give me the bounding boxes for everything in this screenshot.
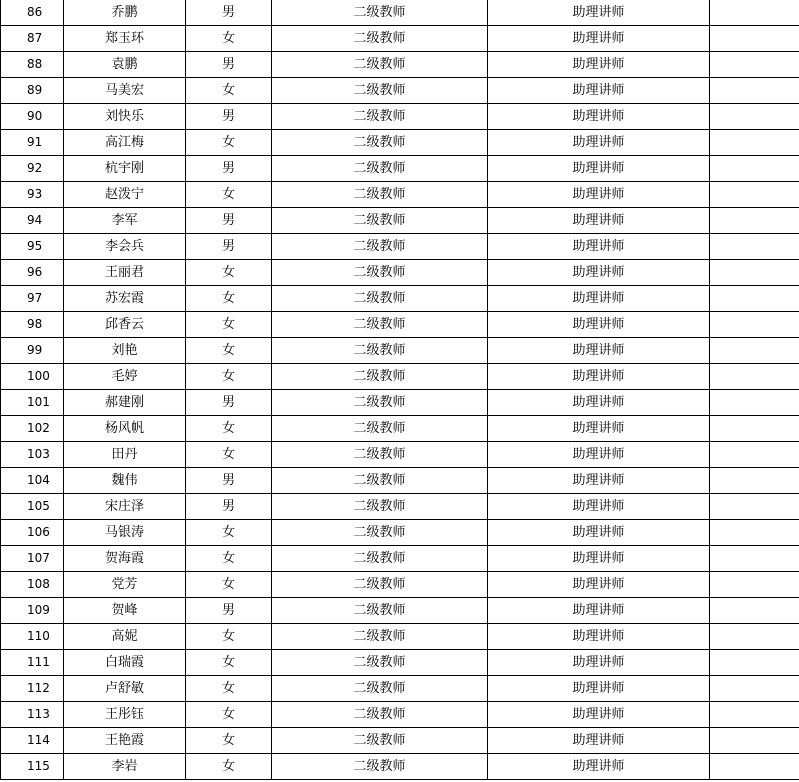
table-row <box>1 52 799 78</box>
teacher-level-cell: 二级教师 <box>272 0 488 26</box>
gender-cell: 女 <box>186 624 272 650</box>
table-row <box>1 390 799 416</box>
row-number-cell: 90 <box>1 104 64 130</box>
row-number-cell: 89 <box>1 78 64 104</box>
teacher-level-cell: 二级教师 <box>272 416 488 442</box>
gender-cell: 女 <box>186 546 272 572</box>
teacher-level-cell: 二级教师 <box>272 572 488 598</box>
table-row <box>1 520 799 546</box>
table-row <box>1 130 799 156</box>
remarks-cell <box>710 260 799 286</box>
gender-cell: 男 <box>186 234 272 260</box>
teacher-level-cell: 二级教师 <box>272 468 488 494</box>
professional-title-cell: 助理讲师 <box>488 572 710 598</box>
remarks-cell <box>710 572 799 598</box>
row-number-cell: 91 <box>1 130 64 156</box>
table-row <box>1 728 799 754</box>
row-number-cell: 110 <box>1 624 64 650</box>
name-cell: 赵泼宁 <box>64 182 186 208</box>
remarks-cell <box>710 208 799 234</box>
remarks-cell <box>710 468 799 494</box>
gender-cell: 女 <box>186 260 272 286</box>
name-cell: 王丽君 <box>64 260 186 286</box>
teacher-level-cell: 二级教师 <box>272 754 488 780</box>
gender-cell: 女 <box>186 78 272 104</box>
table-row <box>1 286 799 312</box>
teacher-level-cell: 二级教师 <box>272 260 488 286</box>
name-cell: 田丹 <box>64 442 186 468</box>
row-number-cell: 99 <box>1 338 64 364</box>
professional-title-cell: 助理讲师 <box>488 78 710 104</box>
teacher-level-cell: 二级教师 <box>272 676 488 702</box>
gender-cell: 男 <box>186 0 272 26</box>
name-cell: 贺峰 <box>64 598 186 624</box>
gender-cell: 女 <box>186 182 272 208</box>
row-number-cell: 114 <box>1 728 64 754</box>
table-row <box>1 702 799 728</box>
professional-title-cell: 助理讲师 <box>488 754 710 780</box>
professional-title-cell: 助理讲师 <box>488 104 710 130</box>
remarks-cell <box>710 0 799 26</box>
table-row <box>1 208 799 234</box>
name-cell: 党芳 <box>64 572 186 598</box>
row-number-cell: 115 <box>1 754 64 780</box>
professional-title-cell: 助理讲师 <box>488 182 710 208</box>
name-cell: 杨风帆 <box>64 416 186 442</box>
table-row <box>1 754 799 780</box>
teacher-level-cell: 二级教师 <box>272 156 488 182</box>
name-cell: 卢舒敏 <box>64 676 186 702</box>
remarks-cell <box>710 650 799 676</box>
gender-cell: 女 <box>186 338 272 364</box>
table-row <box>1 494 799 520</box>
remarks-cell <box>710 494 799 520</box>
teacher-level-cell: 二级教师 <box>272 286 488 312</box>
remarks-cell <box>710 78 799 104</box>
remarks-cell <box>710 598 799 624</box>
gender-cell: 女 <box>186 416 272 442</box>
name-cell: 贺海霞 <box>64 546 186 572</box>
gender-cell: 女 <box>186 572 272 598</box>
name-cell: 王艳霞 <box>64 728 186 754</box>
teacher-level-cell: 二级教师 <box>272 234 488 260</box>
staff-table-body <box>1 0 799 780</box>
row-number-cell: 94 <box>1 208 64 234</box>
teacher-level-cell: 二级教师 <box>272 52 488 78</box>
row-number-cell: 95 <box>1 234 64 260</box>
table-row <box>1 650 799 676</box>
professional-title-cell: 助理讲师 <box>488 234 710 260</box>
professional-title-cell: 助理讲师 <box>488 546 710 572</box>
gender-cell: 男 <box>186 390 272 416</box>
professional-title-cell: 助理讲师 <box>488 676 710 702</box>
remarks-cell <box>710 416 799 442</box>
row-number-cell: 109 <box>1 598 64 624</box>
row-number-cell: 102 <box>1 416 64 442</box>
professional-title-cell: 助理讲师 <box>488 598 710 624</box>
name-cell: 毛婷 <box>64 364 186 390</box>
gender-cell: 男 <box>186 208 272 234</box>
name-cell: 王彤钰 <box>64 702 186 728</box>
teacher-level-cell: 二级教师 <box>272 390 488 416</box>
name-cell: 刘快乐 <box>64 104 186 130</box>
teacher-level-cell: 二级教师 <box>272 702 488 728</box>
professional-title-cell: 助理讲师 <box>488 52 710 78</box>
remarks-cell <box>710 390 799 416</box>
name-cell: 袁鹏 <box>64 52 186 78</box>
table-row <box>1 598 799 624</box>
table-row <box>1 572 799 598</box>
row-number-cell: 101 <box>1 390 64 416</box>
table-row <box>1 338 799 364</box>
remarks-cell <box>710 676 799 702</box>
row-number-cell: 86 <box>1 0 64 26</box>
professional-title-cell: 助理讲师 <box>488 338 710 364</box>
teacher-level-cell: 二级教师 <box>272 130 488 156</box>
teacher-level-cell: 二级教师 <box>272 520 488 546</box>
teacher-level-cell: 二级教师 <box>272 338 488 364</box>
professional-title-cell: 助理讲师 <box>488 468 710 494</box>
gender-cell: 男 <box>186 494 272 520</box>
table-row <box>1 416 799 442</box>
gender-cell: 女 <box>186 26 272 52</box>
table-row <box>1 182 799 208</box>
table-row <box>1 312 799 338</box>
remarks-cell <box>710 728 799 754</box>
table-row <box>1 468 799 494</box>
teacher-level-cell: 二级教师 <box>272 364 488 390</box>
name-cell: 刘艳 <box>64 338 186 364</box>
table-row <box>1 156 799 182</box>
gender-cell: 女 <box>186 130 272 156</box>
name-cell: 宋庄泽 <box>64 494 186 520</box>
name-cell: 白瑞霞 <box>64 650 186 676</box>
professional-title-cell: 助理讲师 <box>488 364 710 390</box>
table-row <box>1 78 799 104</box>
gender-cell: 男 <box>186 156 272 182</box>
gender-cell: 女 <box>186 442 272 468</box>
professional-title-cell: 助理讲师 <box>488 416 710 442</box>
table-row <box>1 234 799 260</box>
teacher-level-cell: 二级教师 <box>272 598 488 624</box>
name-cell: 乔鹏 <box>64 0 186 26</box>
row-number-cell: 105 <box>1 494 64 520</box>
row-number-cell: 104 <box>1 468 64 494</box>
professional-title-cell: 助理讲师 <box>488 156 710 182</box>
teacher-level-cell: 二级教师 <box>272 104 488 130</box>
gender-cell: 男 <box>186 598 272 624</box>
row-number-cell: 88 <box>1 52 64 78</box>
table-row <box>1 0 799 26</box>
teacher-level-cell: 二级教师 <box>272 728 488 754</box>
remarks-cell <box>710 702 799 728</box>
remarks-cell <box>710 754 799 780</box>
professional-title-cell: 助理讲师 <box>488 260 710 286</box>
gender-cell: 女 <box>186 728 272 754</box>
remarks-cell <box>710 130 799 156</box>
table-row <box>1 442 799 468</box>
name-cell: 郝建刚 <box>64 390 186 416</box>
teacher-level-cell: 二级教师 <box>272 442 488 468</box>
remarks-cell <box>710 312 799 338</box>
name-cell: 马美宏 <box>64 78 186 104</box>
professional-title-cell: 助理讲师 <box>488 208 710 234</box>
remarks-cell <box>710 520 799 546</box>
remarks-cell <box>710 156 799 182</box>
name-cell: 高江梅 <box>64 130 186 156</box>
professional-title-cell: 助理讲师 <box>488 26 710 52</box>
name-cell: 李军 <box>64 208 186 234</box>
name-cell: 李岩 <box>64 754 186 780</box>
professional-title-cell: 助理讲师 <box>488 442 710 468</box>
professional-title-cell: 助理讲师 <box>488 494 710 520</box>
remarks-cell <box>710 286 799 312</box>
teacher-level-cell: 二级教师 <box>272 650 488 676</box>
professional-title-cell: 助理讲师 <box>488 312 710 338</box>
remarks-cell <box>710 234 799 260</box>
name-cell: 高妮 <box>64 624 186 650</box>
remarks-cell <box>710 624 799 650</box>
row-number-cell: 111 <box>1 650 64 676</box>
name-cell: 邱香云 <box>64 312 186 338</box>
row-number-cell: 87 <box>1 26 64 52</box>
row-number-cell: 96 <box>1 260 64 286</box>
professional-title-cell: 助理讲师 <box>488 520 710 546</box>
row-number-cell: 107 <box>1 546 64 572</box>
teacher-level-cell: 二级教师 <box>272 78 488 104</box>
professional-title-cell: 助理讲师 <box>488 0 710 26</box>
gender-cell: 女 <box>186 754 272 780</box>
table-row <box>1 546 799 572</box>
teacher-level-cell: 二级教师 <box>272 624 488 650</box>
gender-cell: 女 <box>186 676 272 702</box>
row-number-cell: 100 <box>1 364 64 390</box>
table-row <box>1 26 799 52</box>
table-row <box>1 104 799 130</box>
name-cell: 马银涛 <box>64 520 186 546</box>
row-number-cell: 113 <box>1 702 64 728</box>
gender-cell: 女 <box>186 312 272 338</box>
row-number-cell: 97 <box>1 286 64 312</box>
remarks-cell <box>710 442 799 468</box>
table-row <box>1 260 799 286</box>
remarks-cell <box>710 52 799 78</box>
table-row <box>1 676 799 702</box>
row-number-cell: 112 <box>1 676 64 702</box>
table-row <box>1 624 799 650</box>
remarks-cell <box>710 182 799 208</box>
professional-title-cell: 助理讲师 <box>488 130 710 156</box>
professional-title-cell: 助理讲师 <box>488 390 710 416</box>
name-cell: 杭宇刚 <box>64 156 186 182</box>
name-cell: 郑玉环 <box>64 26 186 52</box>
row-number-cell: 106 <box>1 520 64 546</box>
professional-title-cell: 助理讲师 <box>488 286 710 312</box>
gender-cell: 女 <box>186 286 272 312</box>
remarks-cell <box>710 338 799 364</box>
teacher-level-cell: 二级教师 <box>272 494 488 520</box>
teacher-level-cell: 二级教师 <box>272 312 488 338</box>
row-number-cell: 108 <box>1 572 64 598</box>
remarks-cell <box>710 26 799 52</box>
teacher-level-cell: 二级教师 <box>272 546 488 572</box>
gender-cell: 女 <box>186 364 272 390</box>
teacher-level-cell: 二级教师 <box>272 26 488 52</box>
gender-cell: 女 <box>186 702 272 728</box>
professional-title-cell: 助理讲师 <box>488 728 710 754</box>
gender-cell: 男 <box>186 468 272 494</box>
professional-title-cell: 助理讲师 <box>488 624 710 650</box>
professional-title-cell: 助理讲师 <box>488 650 710 676</box>
gender-cell: 男 <box>186 104 272 130</box>
row-number-cell: 103 <box>1 442 64 468</box>
table-row <box>1 364 799 390</box>
row-number-cell: 92 <box>1 156 64 182</box>
gender-cell: 女 <box>186 650 272 676</box>
row-number-cell: 93 <box>1 182 64 208</box>
gender-cell: 男 <box>186 52 272 78</box>
row-number-cell: 98 <box>1 312 64 338</box>
name-cell: 魏伟 <box>64 468 186 494</box>
teacher-level-cell: 二级教师 <box>272 182 488 208</box>
remarks-cell <box>710 546 799 572</box>
remarks-cell <box>710 104 799 130</box>
professional-title-cell: 助理讲师 <box>488 702 710 728</box>
name-cell: 李会兵 <box>64 234 186 260</box>
remarks-cell <box>710 364 799 390</box>
teacher-level-cell: 二级教师 <box>272 208 488 234</box>
name-cell: 苏宏霞 <box>64 286 186 312</box>
gender-cell: 女 <box>186 520 272 546</box>
